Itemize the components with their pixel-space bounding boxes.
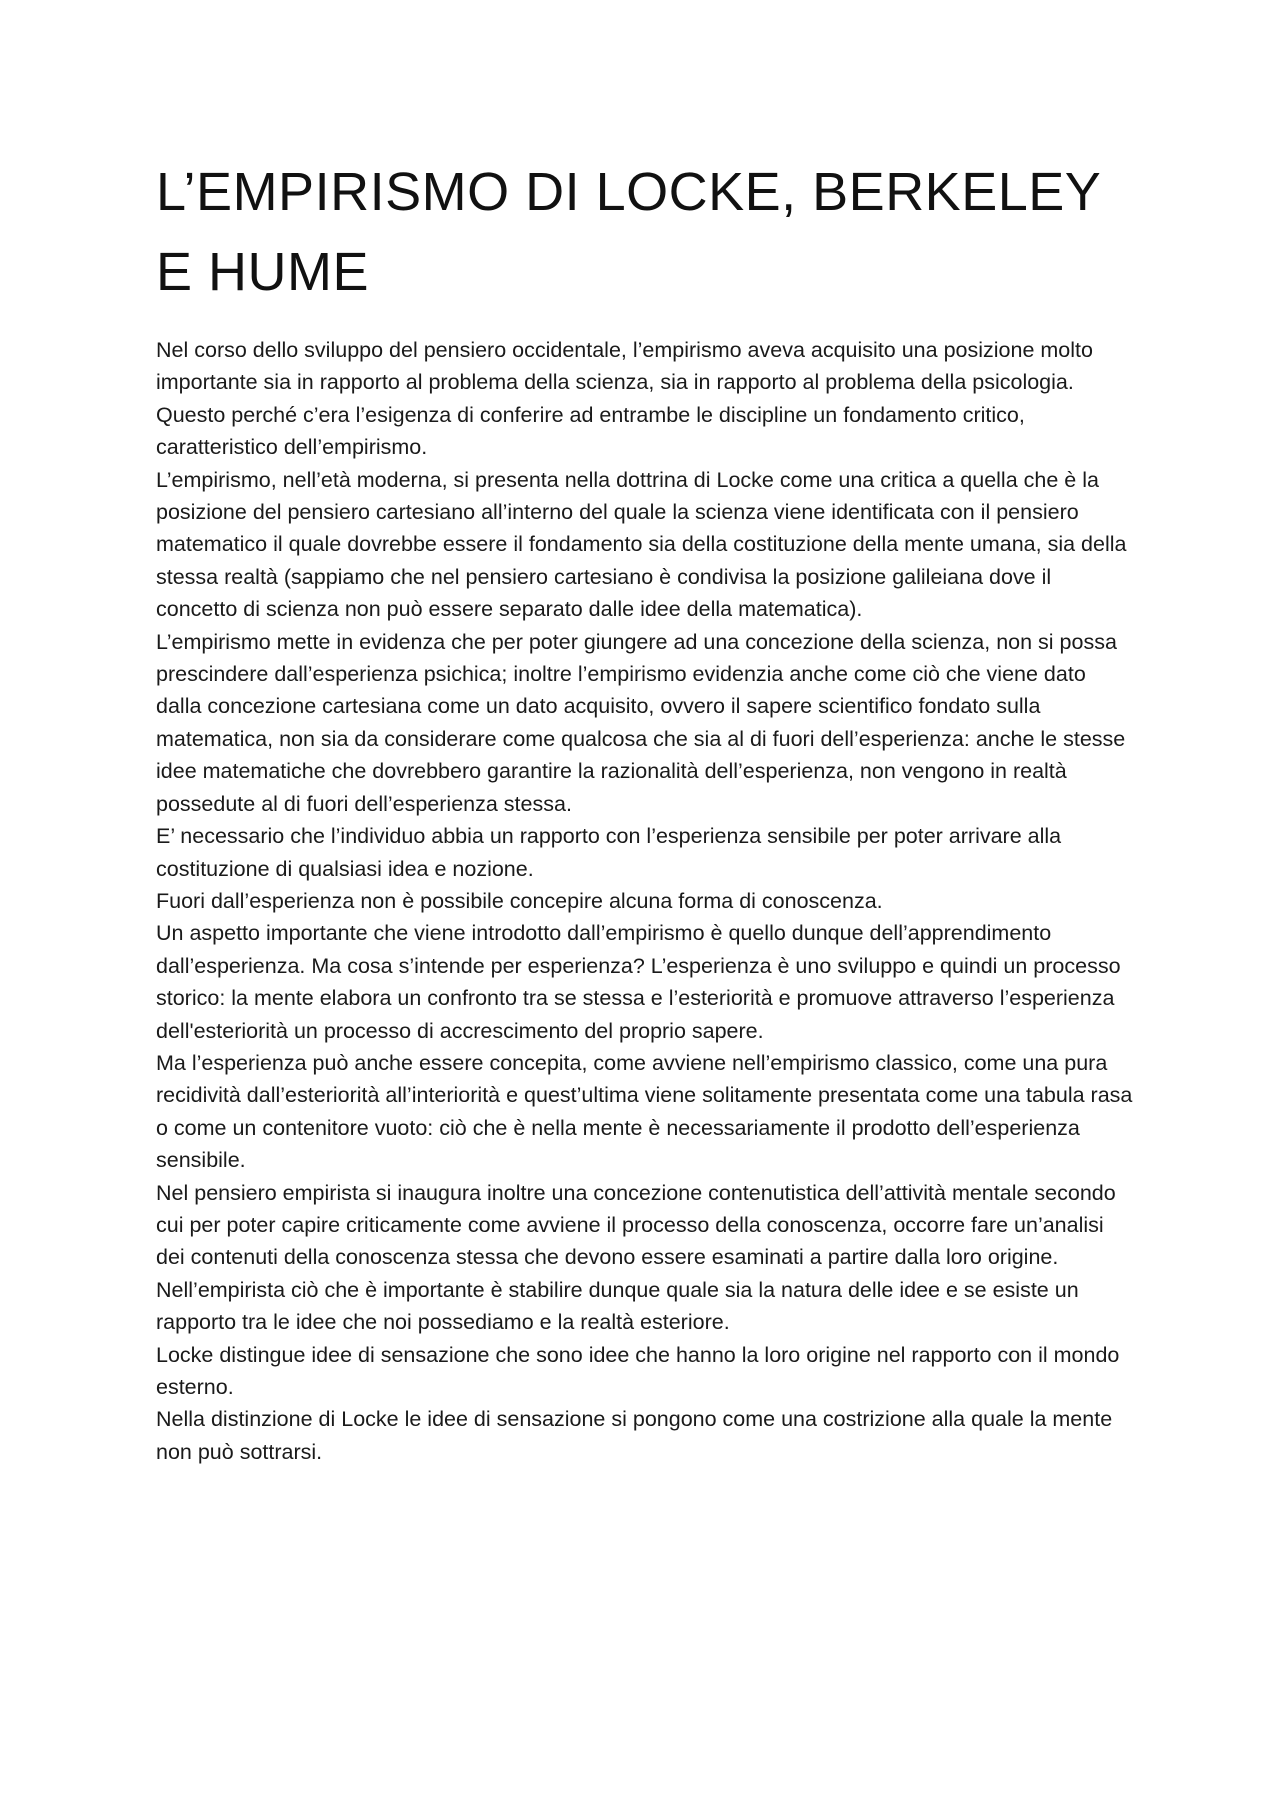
paragraph: L’empirismo mette in evidenza che per poter giungere ad una concezione della scienza, non si possa prescindere dall’esperienza psichica; inoltre l’empirismo evidenzia anche come ciò che viene dato dalla concezione cartesiana come un dato acquisito, ovvero il sapere scientifico fondato sulla matematica, non sia da considerare come qualcosa che sia al di fuori dell’esperienza: anche le stesse idee matematiche che dovrebbero garantire la razionalità dell’esperienza, non vengono in realtà possedute al di fuori dell’esperienza stessa. [156,629,1126,816]
paragraph: Nella distinzione di Locke le idee di sensazione si pongono come una costrizione alla quale la mente non può sottrarsi. [156,1407,1113,1464]
paragraph: Locke distingue idee di sensazione che sono idee che hanno la loro origine nel rapporto con il mondo esterno. [156,1342,1120,1399]
paragraph: Nell’empirista ciò che è importante è stabilire dunque quale sia la natura delle idee e se esiste un rapporto tra le idee che noi possediamo e la realtà esteriore. [156,1277,1079,1335]
paragraph: Nel corso dello sviluppo del pensiero occidentale, l’empirismo aveva acquisito una posizione molto importante sia in rapporto al problema della scienza, sia in rapporto al problema della psicologia. [156,338,1093,395]
paragraph: E’ necessario che l’individuo abbia un rapporto con l’esperienza sensibile per poter arrivare alla costituzione di qualsiasi idea e nozione. [156,824,1062,881]
document-title [156,152,1136,312]
paragraph: Fuori dall’esperienza non è possibile concepire alcuna forma di conoscenza. [156,888,883,913]
paragraph: Ma l’esperienza può anche essere concepita, come avviene nell’empirismo classico, come una pura recidività dall’esteriorità all’interiorità e quest’ultima viene solitamente presentata come una tabula rasa o come un contenitore vuoto: ciò che è nella mente è necessariamente il prodotto dell’esperienza sensibile. [156,1050,1133,1173]
title-line-2: E HUME [156,242,370,302]
paragraph: Questo perché c’era l’esigenza di conferire ad entrambe le discipline un fondamento critico, caratteristico dell’empirismo. [156,402,1025,460]
document-body [156,152,1136,1468]
paragraph: Un aspetto importante che viene introdotto dall’empirismo è quello dunque dell’apprendimento dall’esperienza. Ma cosa s’intende per esperienza? L’esperienza è uno sviluppo e quindi un processo storico: la mente elabora un confronto tra se stessa e l’esteriorità e promuove attraverso l’esperienza dell'esteriorità un processo di accrescimento del proprio sapere. [156,921,1121,1043]
paragraph: L’empirismo, nell’età moderna, si presenta nella dottrina di Locke come una critica a quella che è la posizione del pensiero cartesiano all’interno del quale la scienza viene identificata con il pensiero matematico il quale dovrebbe essere il fondamento sia della costituzione della mente umana, sia della stessa realtà (sappiamo che nel pensiero cartesiano è condivisa la posizione galileiana dove il concetto di scienza non può essere separato dalle idee della matematica). [156,467,1127,622]
paragraph: Nel pensiero empirista si inaugura inoltre una concezione contenutistica dell’attività mentale secondo cui per poter capire criticamente come avviene il processo della conoscenza, occorre fare un’analisi dei contenuti della conoscenza stessa che devono essere esaminati a partire dalla loro origine. [156,1180,1116,1270]
title-line-1: L’EMPIRISMO DI LOCKE, BERKELEY [156,162,1102,222]
